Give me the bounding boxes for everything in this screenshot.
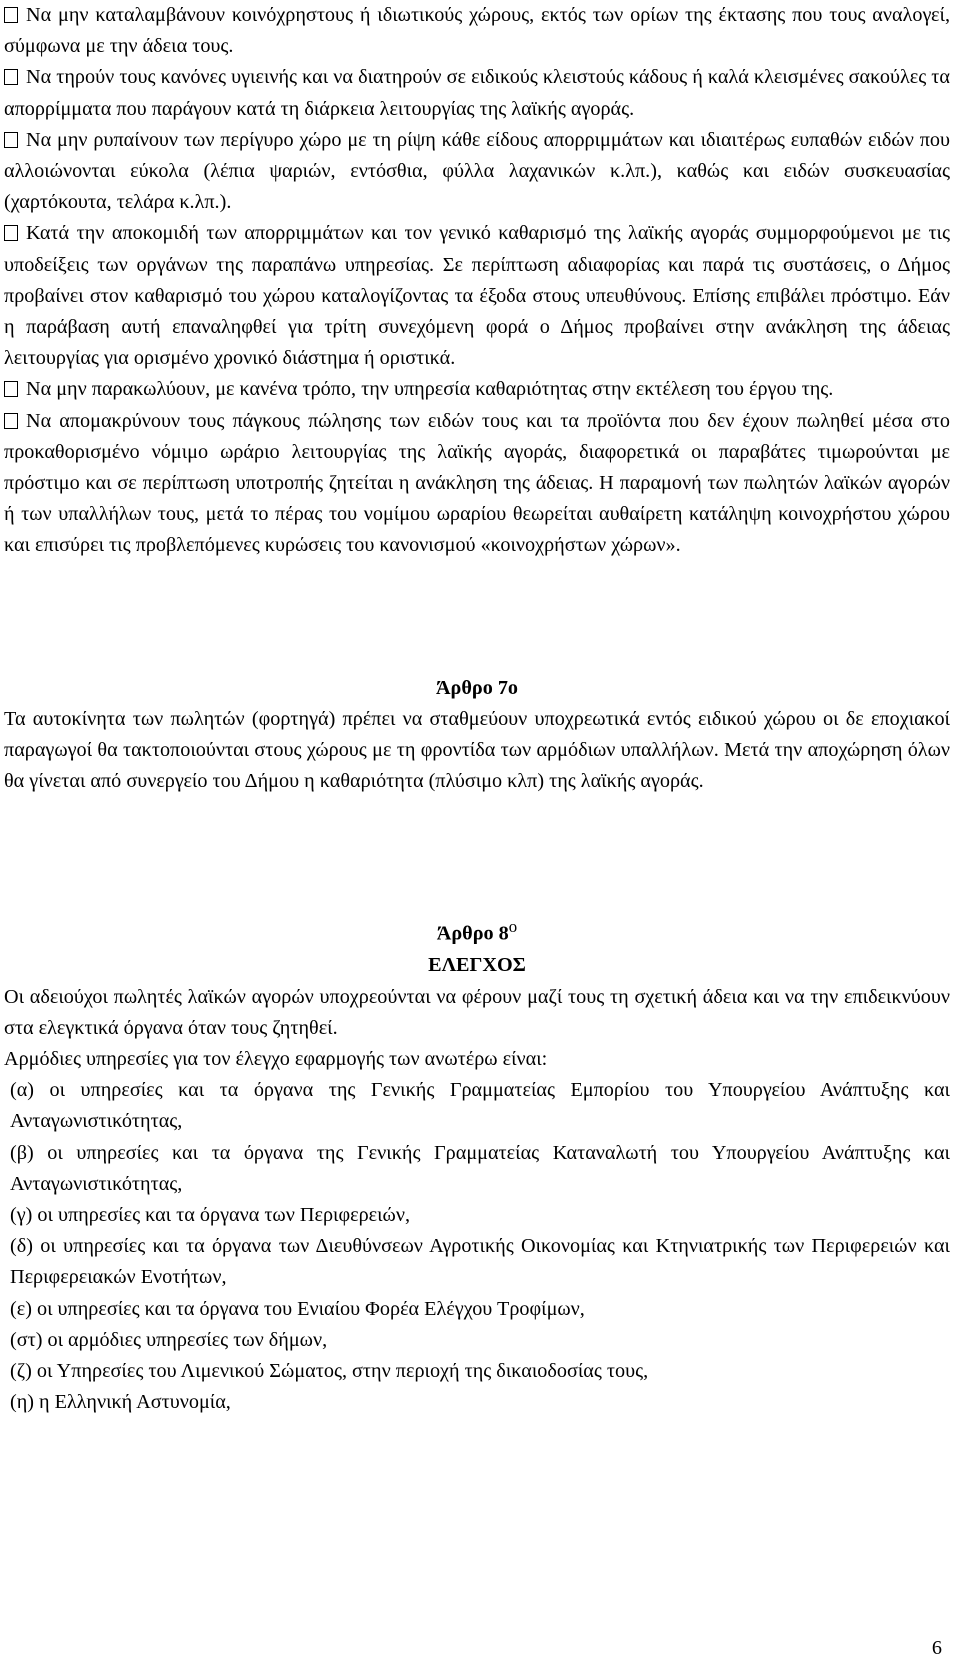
- authority-item: (β) οι υπηρεσίες και τα όργανα της Γενικής Γραμματείας Καταναλωτή του Υπουργείου Ανάπτυξης και Ανταγωνιστικότητας,: [10, 1141, 950, 1195]
- page-number: 6: [931, 1637, 942, 1659]
- authority-item: (α) οι υπηρεσίες και τα όργανα της Γενικής Γραμματείας Εμπορίου του Υπουργείου Ανάπτυξης και Ανταγωνιστικότητας,: [10, 1079, 950, 1133]
- authority-item: (ζ) οι Υπηρεσίες του Λιμενικού Σώματος, στην περιοχή της δικαιοδοσίας τους,: [10, 1360, 649, 1383]
- list-item: [4, 125, 950, 219]
- bullet-box-icon: [4, 225, 18, 241]
- authority-item: (ε) οι υπηρεσίες και τα όργανα του Ενιαίου Φορέα Ελέγχου Τροφίμων,: [10, 1297, 585, 1320]
- bullet-text: Να μην ρυπαίνουν των περίγυρο χώρο με τη ρίψη κάθε είδους απορριμμάτων και ιδιαιτέρως ευπαθών ειδών που αλλοιώνονται εύκολα (λέπια ψαριών, εντόσθια, φύλλα λαχανικών κ.λπ.), καθώς και ειδών συσκευασίας (χαρτόκουτα, τελάρα κ.λπ.).: [4, 128, 950, 214]
- bullet-box-icon: [4, 381, 18, 397]
- article-8: [4, 911, 950, 1418]
- bullet-text: Να μην καταλαμβάνουν κοινόχρηστους ή ιδιωτικούς χώρους, εκτός των ορίων της έκτασης που τους αναλογεί, σύμφωνα με την άδεια τους.: [4, 4, 950, 58]
- list-item: [4, 0, 950, 62]
- bullet-box-icon: [4, 413, 18, 429]
- article-8-subheading: ΕΛΕΓΧΟΣ: [428, 954, 526, 977]
- authority-item: (η) η Ελληνική Αστυνομία,: [10, 1391, 231, 1414]
- article-8-intro: Οι αδειούχοι πωλητές λαϊκών αγορών υποχρεούνται να φέρουν μαζί τους τη σχετική άδεια και να την επιδεικνύουν στα ελεγκτικά όργανα όταν τους ζητηθεί.: [4, 985, 950, 1039]
- list-item: [4, 218, 950, 374]
- document-page: [4, 0, 950, 1418]
- authority-item: (δ) οι υπηρεσίες και τα όργανα των Διευθύνσεων Αγροτικής Οικονομίας και Κτηνιατρικής των Περιφερειών και Περιφερειακών Ενοτήτων,: [10, 1235, 950, 1289]
- list-item: [4, 62, 950, 124]
- bullet-box-icon: [4, 7, 18, 23]
- authority-item: (στ) οι αρμόδιες υπηρεσίες των δήμων,: [10, 1328, 328, 1351]
- article-8-list-intro: Αρμόδιες υπηρεσίες για τον έλεγχο εφαρμογής των ανωτέρω είναι:: [4, 1048, 548, 1071]
- bullet-text: Να απομακρύνουν τους πάγκους πώλησης των ειδών τους και τα προϊόντα που δεν έχουν πωληθεί μέσα στο προκαθορισμένο νόμιμο ωράριο λειτουργίας της λαϊκής αγοράς, διαφορετικά οι παραβάτες τιμωρούνται με πρόστιμο και σε περίπτωση υποτροπής ζητείται η ανάκληση της άδειας. Η παραμονή των πωλητών λαϊκών αγορών ή των υπαλλήλων τους, μετά το πέρας του νομίμου ωραρίου θεωρείται αυθαίρετη κατάληψη κοινοχρήστου χώρου και επισύρει τις προβλεπόμενες κυρώσεις του κανονισμού «κοινοχρήστων χώρων».: [4, 409, 950, 557]
- bullet-box-icon: [4, 69, 18, 85]
- article-7-heading: Άρθρο 7ο: [435, 676, 519, 699]
- list-item: [4, 406, 950, 562]
- article-7-body: Τα αυτοκίνητα των πωλητών (φορτηγά) πρέπει να σταθμεύουν υποχρεωτικά εντός ειδικού χώρου οι δε εποχιακοί παραγωγοί θα τακτοποιούνται στους χώρους με τη φροντίδα των αρμόδιων υπαλλήλων. Μετά την αποχώρηση όλων θα γίνεται από συνεργείο του Δήμου η καθαριότητα (πλύσιμο κλπ) της λαϊκής αγοράς.: [4, 707, 950, 793]
- article-7: [4, 673, 950, 798]
- authority-item: (γ) οι υπηρεσίες και τα όργανα των Περιφερειών,: [10, 1204, 411, 1227]
- bullet-text: Να μην παρακωλύουν, με κανένα τρόπο, την υπηρεσία καθαριότητας στην εκτέλεση του έργου της.: [26, 378, 834, 401]
- bullet-box-icon: [4, 132, 18, 148]
- article-8-heading-text: Άρθρο 8: [436, 923, 509, 946]
- bullet-text: Κατά την αποκομιδή των απορριμμάτων και τον γενικό καθαρισμό της λαϊκής αγοράς συμμορφούμενοι με τις υποδείξεις των οργάνων της παραπάνω υπηρεσίας. Σε περίπτωση αδιαφορίας και παρά τις συστάσεις, ο Δήμος προβαίνει στον καθαρισμό του χώρου καταλογίζοντας τα έξοδα στους υπευθύνους. Επίσης επιβάλει πρόστιμο. Εάν η παράβαση αυτή επαναληφθεί για τρίτη συνεχόμενη φορά ο Δήμος προβαίνει στην ανάκληση της άδειας λειτουργίας για ορισμένο χρονικό διάστημα ή οριστικά.: [4, 222, 950, 370]
- bullet-list: [4, 0, 950, 562]
- bullet-text: Να τηρούν τους κανόνες υγιεινής και να διατηρούν σε ειδικούς κλειστούς κάδους ή καλά κλεισμένες σακούλες τα απορρίμματα που παράγουν κατά τη διάρκεια λειτουργίας της λαϊκής αγοράς.: [4, 66, 950, 120]
- list-item: [4, 374, 950, 405]
- article-8-heading: [4, 911, 950, 950]
- article-8-heading-mark: ο: [508, 917, 518, 937]
